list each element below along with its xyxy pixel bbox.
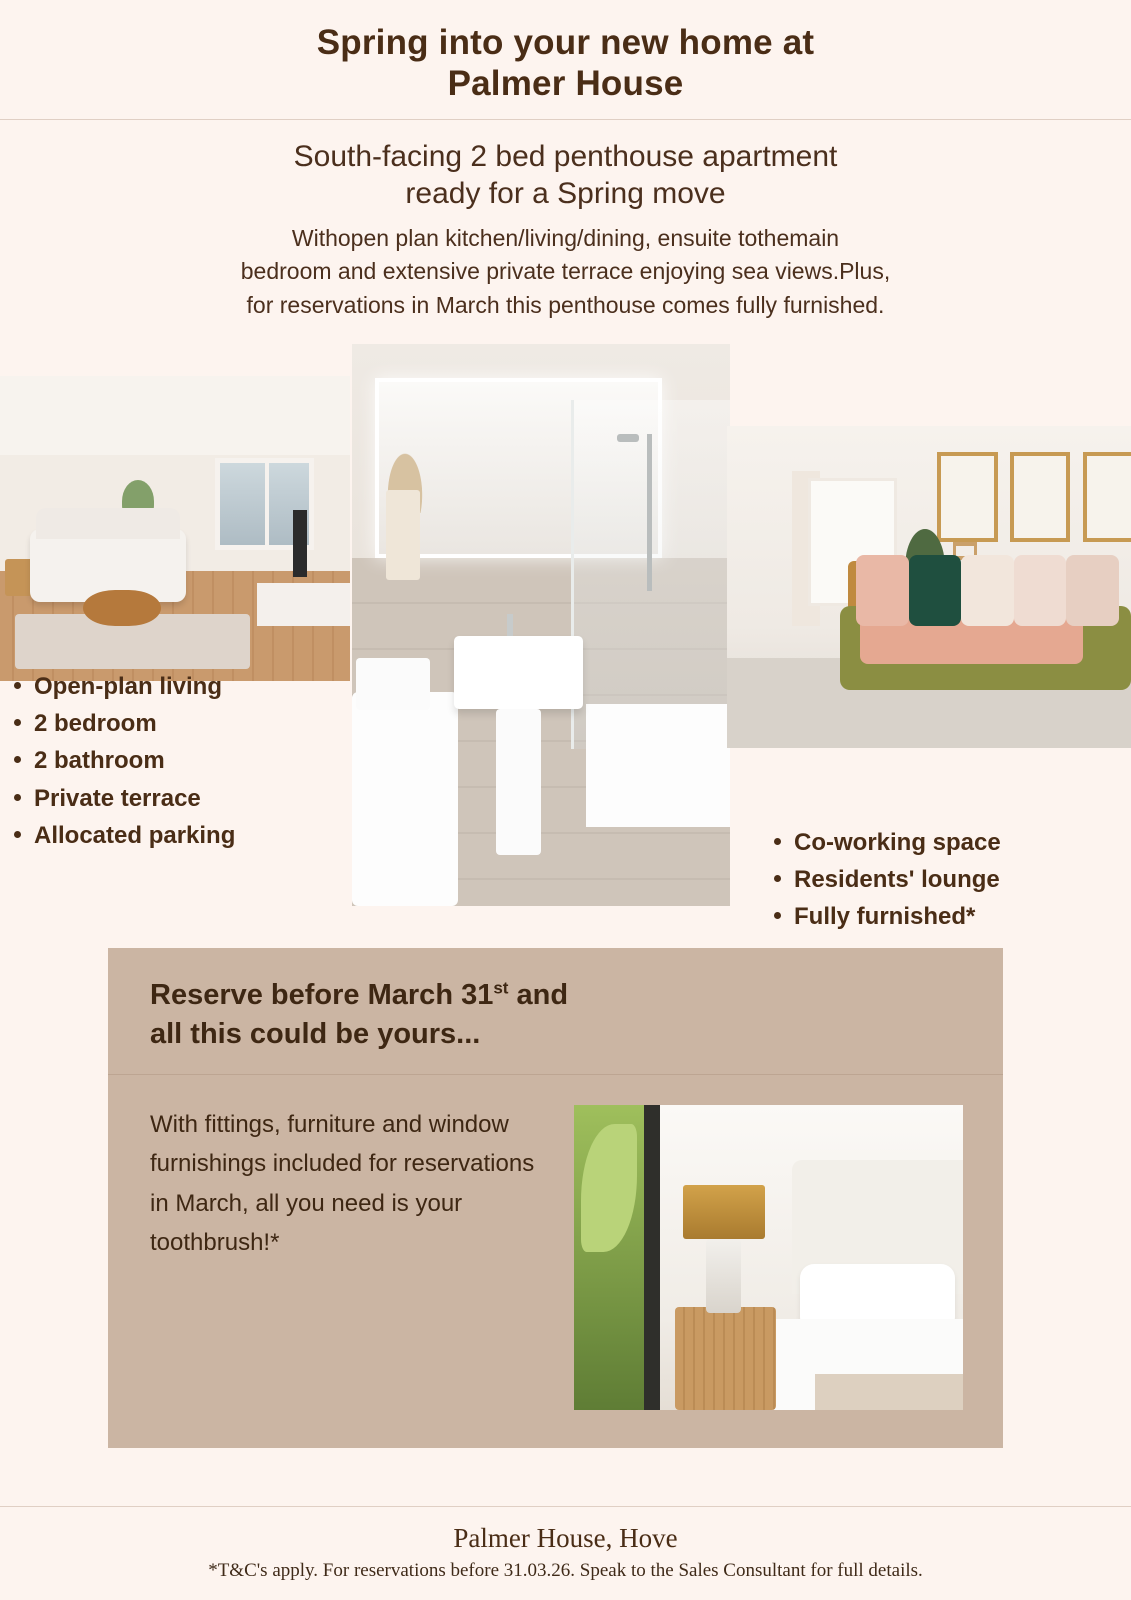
reserve-panel: [108, 948, 1003, 1448]
list-item: Fully furnished*: [768, 898, 1001, 935]
list-item: Co-working space: [768, 824, 1001, 861]
footer-disclaimer: *T&C's apply. For reservations before 31.03.26. Speak to the Sales Consultant for full details.: [208, 1560, 923, 1581]
list-item: Private terrace: [8, 780, 235, 817]
intro-lead: [60, 138, 1071, 212]
features-right-list: [768, 824, 1001, 936]
intro-lead-line-1: South-facing 2 bed penthouse apartment: [293, 139, 838, 173]
intro-lead-line-2: ready for a Spring move: [405, 176, 726, 210]
list-item: Residents' lounge: [768, 861, 1001, 898]
intro-body-line-3: for reservations in March this penthouse comes fully furnished.: [246, 291, 885, 318]
page-title-line-1: Spring into your new home at: [316, 23, 815, 62]
bedroom-lamp-photo: [574, 1105, 963, 1410]
intro-body: [60, 222, 1071, 322]
page-title-line-2: Palmer House: [447, 64, 684, 104]
features-left-list: [8, 668, 235, 854]
reserve-body-text: With fittings, furniture and window furnishings included for reservations in March, all you need is your toothbrush!*: [150, 1111, 535, 1256]
list-item: Allocated parking: [8, 817, 235, 854]
reserve-panel-body: [108, 1075, 1003, 1444]
page-title: [40, 22, 1091, 105]
lounge-photo: [727, 426, 1131, 748]
reserve-heading-ordinal: st: [493, 978, 509, 998]
list-item: 2 bedroom: [8, 705, 235, 742]
reserve-heading-part-1: Reserve before March 31: [150, 979, 494, 1011]
living-room-photo: [0, 376, 350, 681]
intro-body-line-2: bedroom and extensive private terrace enjoying sea views.Plus,: [240, 258, 891, 285]
page-footer: [0, 1506, 1131, 1600]
reserve-heading: [150, 976, 961, 1054]
reserve-heading-part-2: and: [508, 979, 569, 1011]
bathroom-photo: [352, 344, 730, 906]
reserve-heading-line-2: all this could be yours...: [150, 1018, 481, 1051]
page-header: [0, 0, 1131, 120]
development-name: Palmer House, Hove: [453, 1523, 678, 1553]
intro-body-line-1: Withopen plan kitchen/living/dining, ensuite tothemain: [291, 224, 840, 251]
list-item: Open-plan living: [8, 668, 235, 705]
list-item: 2 bathroom: [8, 742, 235, 779]
reserve-panel-header: [108, 948, 1003, 1075]
intro-section: [0, 120, 1131, 332]
